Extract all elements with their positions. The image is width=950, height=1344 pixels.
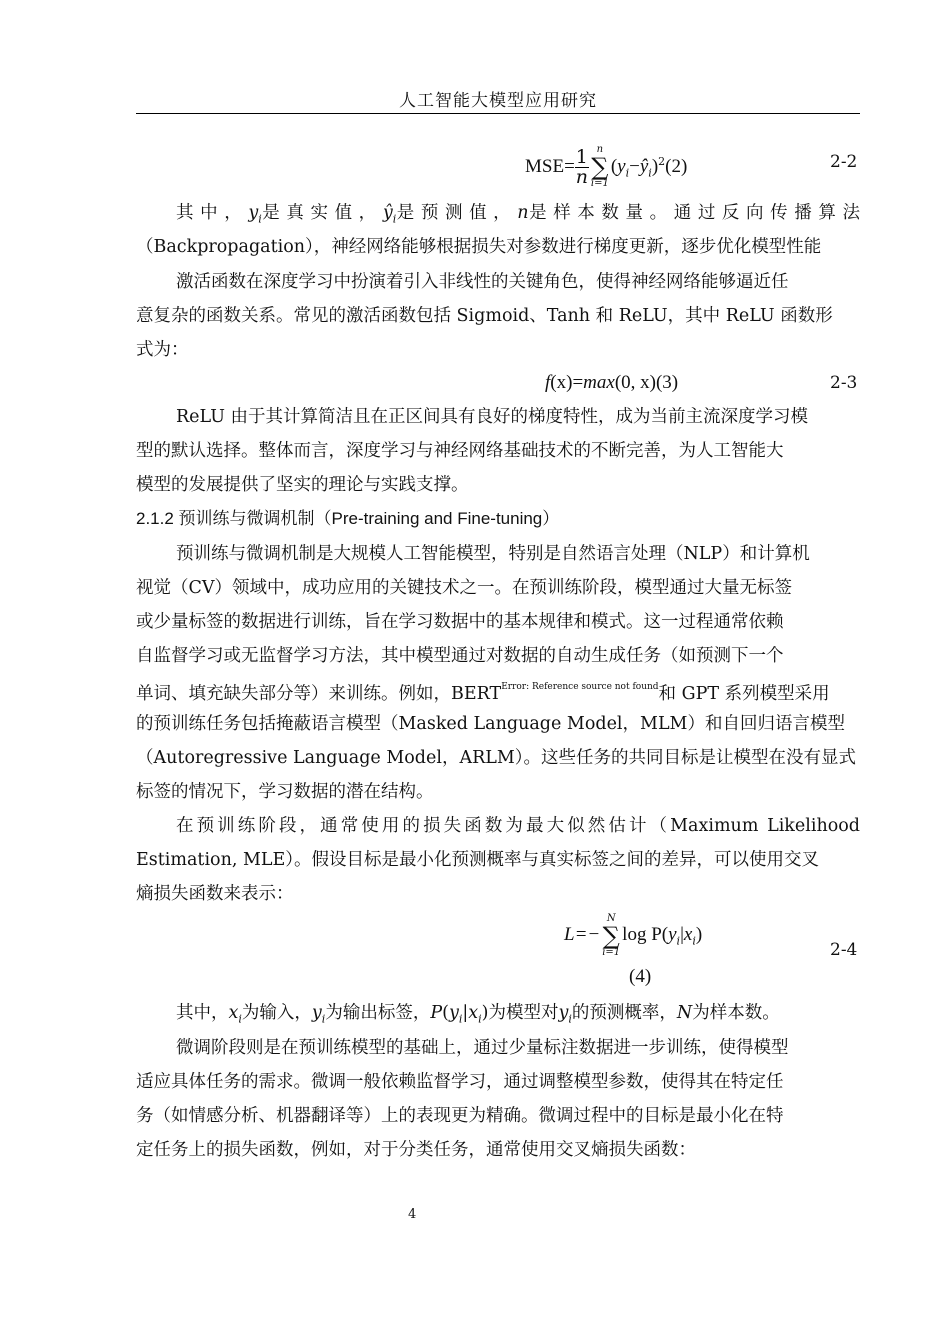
- reference-error: Error: Reference source not found: [501, 682, 659, 692]
- paragraph-line: 意复杂的函数关系。常见的激活函数包括 Sigmoid、Tanh 和 ReLU，其中 ReLU 函数形: [136, 306, 833, 326]
- paragraph-line: 模型的发展提供了坚实的理论与实践支撑。: [136, 475, 469, 495]
- paragraph-line: 标签的情况下，学习数据的潜在结构。: [136, 782, 434, 802]
- paragraph-line: 适应具体任务的需求。微调一般依赖监督学习，通过调整模型参数，使得其在特定任: [136, 1072, 784, 1092]
- page-number: 4: [408, 1207, 417, 1222]
- paragraph-line: 视觉（CV）领域中，成功应用的关键技术之一。在预训练阶段，模型通过大量无标签: [136, 578, 793, 598]
- paragraph-line: 微调阶段则是在预训练模型的基础上，通过少量标注数据进一步训练，使得模型: [176, 1038, 789, 1058]
- paragraph-line: 定任务上的损失函数，例如，对于分类任务，通常使用交叉熵损失函数：: [136, 1140, 696, 1160]
- paragraph-line: 型的默认选择。整体而言，深度学习与神经网络基础技术的不断完善，为人工智能大: [136, 441, 784, 461]
- paragraph-line: 预训练与微调机制是大规模人工智能模型，特别是自然语言处理（NLP）和计算机: [176, 544, 810, 564]
- paragraph-line: 单词、填充缺失部分等）来训练。例如，$BERT^{Error: Reference source not found}$和 GPT 系列模型采用: [136, 682, 830, 704]
- mse-fraction: $\frac{1}{n}$: [575, 145, 588, 188]
- paragraph-line: 激活函数在深度学习中扮演着引入非线性的关键角色，使得神经网络能够逼近任: [176, 272, 789, 292]
- paragraph-line: 或少量标签的数据进行训练，旨在学习数据中的基本规律和模式。这一过程通常依赖: [136, 612, 784, 632]
- paragraph-line: 务（如情感分析、机器翻译等）上的表现更为精确。微调过程中的目标是最小化在特: [136, 1106, 784, 1126]
- equation-label: 2-2: [830, 152, 858, 172]
- equation-tag: (4): [629, 966, 652, 987]
- paragraph-line: （Backpropagation），神经网络能够根据损失对参数进行梯度更新，逐步优化模型性能: [136, 237, 822, 257]
- paragraph-line: 熵损失函数来表示：: [136, 884, 294, 904]
- paragraph-line: ReLU 由于其计算简洁且在正区间具有良好的梯度特性，成为当前主流深度学习模: [176, 407, 809, 427]
- equation-relu: f(x)=max(0, x)(3): [545, 372, 679, 393]
- paragraph-line: 在预训练阶段，通常使用的损失函数为最大似然估计（Maximum Likelihood: [176, 816, 860, 836]
- paragraph-line: Estimation, MLE）。假设目标是最小化预测概率与真实标签之间的差异，可以使用交叉: [136, 850, 820, 870]
- sum-symbol: n ∑ i=1: [590, 144, 609, 190]
- paragraph-line: （Autoregressive Language Model，ARLM）。这些任务的共同目标是让模型在没有显式: [136, 748, 857, 768]
- header-rule: [136, 113, 860, 114]
- sum-symbol: N ∑ i=1: [602, 912, 621, 958]
- equation-label: 2-3: [830, 373, 858, 393]
- running-header: 人工智能大模型应用研究: [399, 91, 597, 111]
- paragraph-line: 其 中 ， $y_i$是 真 实 值 ， $ŷ_i$是 预 测 值 ， n是 样 本 数 量 。 通 过 反 向 传 播 算 法: [176, 203, 860, 226]
- equation-mse: MSE= $\frac{1}{n}$ n ∑ i=1 $(y_i-ŷ_i)^2(2)$: [525, 144, 688, 190]
- paragraph-line: 自监督学习或无监督学习方法，其中模型通过对数据的自动生成任务（如预测下一个: [136, 646, 784, 666]
- paragraph-line: 的预训练任务包括掩蔽语言模型（Masked Language Model，MLM）和自回归语言模型: [136, 714, 845, 734]
- section-heading: 2.1.2 预训练与微调机制（Pre-training and Fine-tuning）: [136, 509, 560, 528]
- equation-label: 2-4: [830, 940, 858, 960]
- paragraph-line: 式为：: [136, 340, 189, 360]
- equation-loss: L=− N ∑ i=1 $\log P(y_i|x_i)$: [564, 912, 703, 958]
- paragraph-line: 其中，$x_i$为输入，$y_i$为输出标签，$P(y_i|x_i)$为模型对$y_i$的预测概率，N为样本数。: [176, 1003, 780, 1026]
- mse-lhs: MSE=: [525, 155, 575, 177]
